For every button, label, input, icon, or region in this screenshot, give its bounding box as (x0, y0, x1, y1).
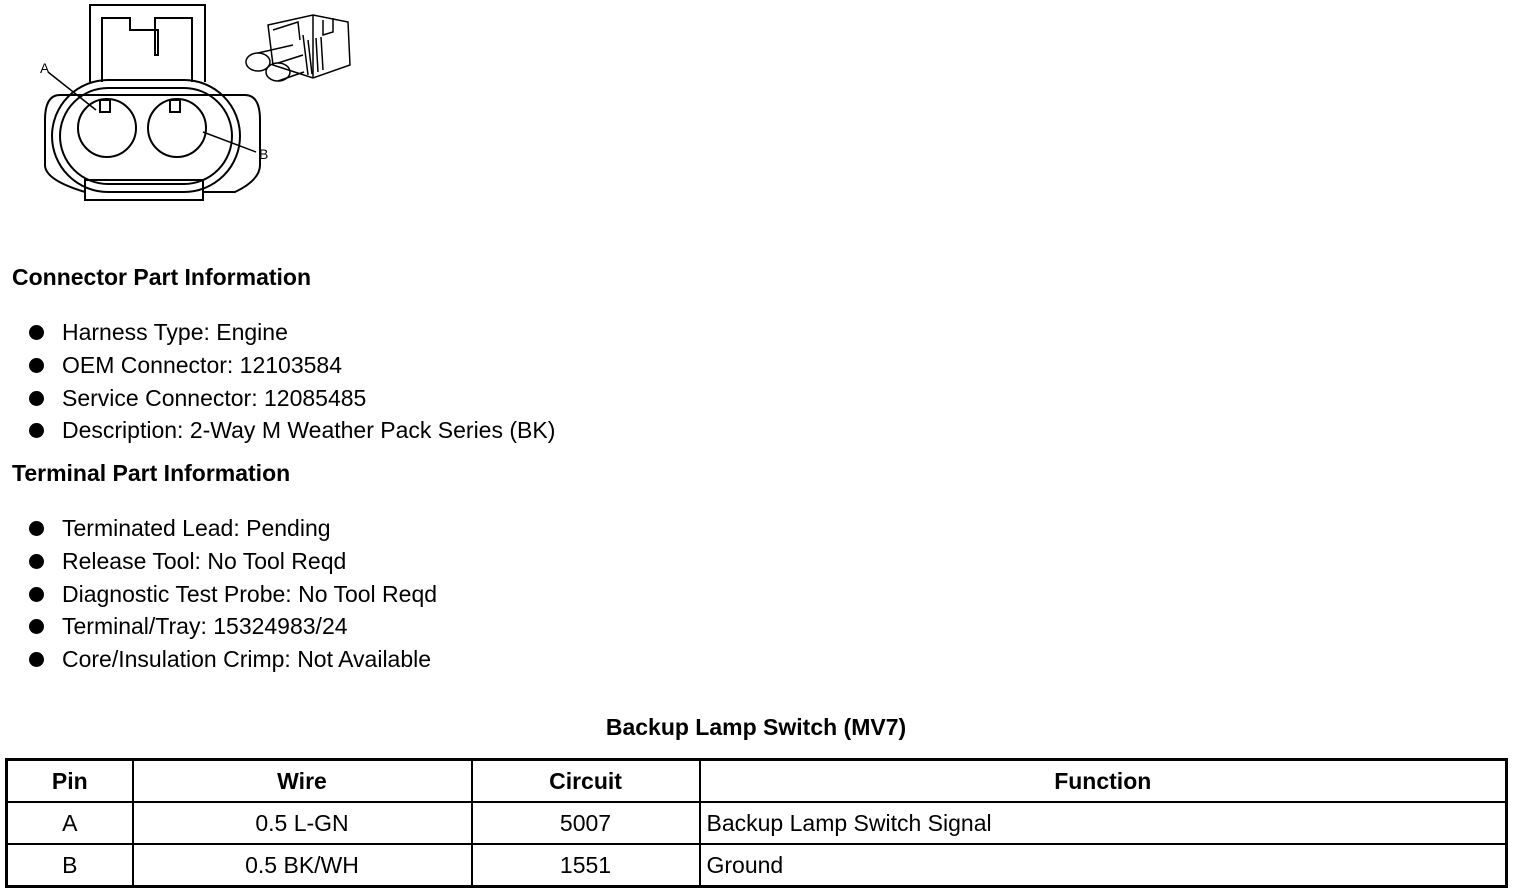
list-item: Harness Type: Engine (0, 316, 555, 349)
list-item: Service Connector: 12085485 (0, 382, 555, 415)
list-item: Terminated Lead: Pending (0, 512, 437, 545)
bullet-icon (29, 619, 44, 634)
list-item: Description: 2-Way M Weather Pack Series (BK) (0, 414, 555, 447)
pinout-table (5, 758, 1508, 888)
pin-cell: A (7, 802, 133, 844)
wire-cell: 0.5 L-GN (133, 802, 472, 844)
table-row (7, 802, 1507, 844)
bullet-icon (29, 554, 44, 569)
bullet-icon (29, 423, 44, 438)
list-item: Core/Insulation Crimp: Not Available (0, 643, 437, 676)
bullet-icon (29, 325, 44, 340)
connector-isometric-icon (238, 10, 368, 95)
table-row (7, 844, 1507, 887)
table-header-row (7, 760, 1507, 803)
circuit-cell: 5007 (472, 802, 700, 844)
pin-table-title: Backup Lamp Switch (MV7) (605, 714, 907, 740)
function-cell: Ground (700, 844, 1507, 887)
column-header-pin: Pin (7, 760, 133, 803)
bullet-icon (29, 391, 44, 406)
terminal-part-info-heading: Terminal Part Information (12, 460, 291, 486)
list-item: OEM Connector: 12103584 (0, 349, 555, 382)
circuit-cell: 1551 (472, 844, 700, 887)
list-item: Terminal/Tray: 15324983/24 (0, 610, 437, 643)
list-item: Release Tool: No Tool Reqd (0, 545, 437, 578)
pin-b-callout: B (259, 146, 269, 162)
pin-cell: B (7, 844, 133, 887)
bullet-icon (29, 587, 44, 602)
function-cell: Backup Lamp Switch Signal (700, 802, 1507, 844)
column-header-wire: Wire (133, 760, 472, 803)
bullet-icon (29, 358, 44, 373)
bullet-icon (29, 652, 44, 667)
column-header-function: Function (700, 760, 1507, 803)
column-header-circuit: Circuit (472, 760, 700, 803)
wire-cell: 0.5 BK/WH (133, 844, 472, 887)
connector-part-info-heading: Connector Part Information (12, 264, 312, 290)
pin-a-callout: A (40, 60, 50, 76)
list-item: Diagnostic Test Probe: No Tool Reqd (0, 578, 437, 611)
terminal-part-info-list (0, 512, 437, 676)
bullet-icon (29, 521, 44, 536)
connector-part-info-list (0, 316, 555, 447)
